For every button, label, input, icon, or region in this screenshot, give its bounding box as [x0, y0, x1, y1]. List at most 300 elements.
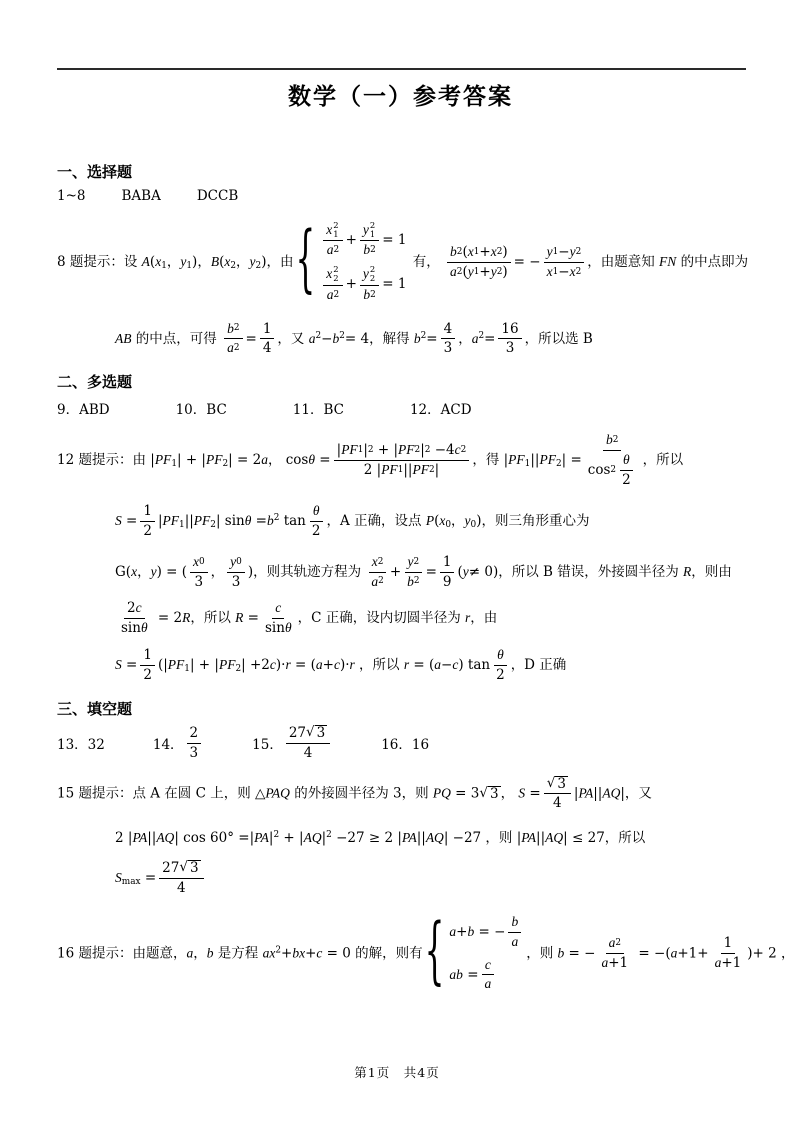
math-text: ，所以选 B	[524, 330, 593, 347]
math-variable: b	[407, 573, 414, 589]
numerator	[721, 935, 736, 954]
math-text: =	[140, 869, 157, 886]
math-text: ，A 正确，设点	[326, 512, 426, 529]
math-text: )，由	[261, 253, 294, 270]
superscript: 2	[460, 445, 467, 456]
math-text: | + |	[176, 452, 206, 469]
radicand	[188, 860, 201, 877]
denominator	[585, 451, 640, 489]
math-text: 3	[194, 573, 204, 590]
math-text: ) = (	[156, 563, 187, 580]
math-variable: c	[269, 657, 276, 673]
hint8-line2	[57, 321, 744, 358]
math-text: 3	[189, 860, 199, 877]
math-text: ， cos	[267, 452, 309, 469]
superscript: 2	[413, 556, 420, 567]
hint16-line1	[57, 909, 794, 997]
math-text: )·	[275, 657, 286, 674]
math-text: ||	[416, 830, 426, 847]
math-text: 是方程	[213, 945, 263, 962]
math-text: +	[281, 945, 293, 962]
math-variable: y	[407, 553, 414, 569]
math-text: +	[479, 263, 491, 280]
math-variable: PF	[154, 452, 172, 468]
math-text: 4	[177, 879, 186, 896]
denominator	[493, 666, 508, 684]
math-variable: a	[308, 330, 316, 346]
fraction	[508, 914, 521, 951]
math-text: =	[315, 452, 331, 469]
superscript: 2	[369, 220, 376, 230]
math-text: 16．16	[381, 737, 430, 754]
math-text: +	[456, 924, 468, 941]
math-text: = −	[474, 924, 506, 941]
numerator	[441, 321, 456, 340]
numerator	[508, 914, 521, 933]
math-variable: b	[227, 320, 234, 336]
denominator	[482, 975, 495, 993]
numerator	[227, 554, 245, 573]
math-text: )	[502, 263, 508, 280]
answer-range: 1~8	[57, 188, 86, 204]
math-text: |	[573, 785, 579, 802]
math-text: | +2	[241, 657, 270, 674]
denominator	[140, 666, 155, 684]
single-choice-answers-row	[57, 188, 744, 204]
math-text: 2	[622, 472, 631, 489]
math-text: ，由	[470, 610, 498, 627]
math-variable: θ	[244, 512, 252, 528]
math-variable: a	[434, 657, 442, 673]
header-rule	[57, 68, 746, 70]
math-text: (	[462, 243, 468, 260]
math-text: ，C 正确，设内切圆半径为	[297, 610, 465, 627]
math-variable: b	[413, 330, 421, 346]
denominator	[140, 522, 155, 540]
subscript: 2	[496, 266, 503, 277]
math-variable: a	[315, 657, 323, 673]
math-variable: r	[285, 657, 291, 673]
math-text: |	[268, 830, 274, 847]
math-text: 3	[316, 725, 326, 742]
answer-q14	[153, 725, 204, 762]
subscript: 1	[473, 246, 480, 257]
math-variable: y	[467, 263, 474, 279]
math-text: G(	[115, 563, 132, 580]
math-variable: b	[606, 432, 613, 448]
math-text: (	[457, 563, 463, 580]
square-root	[547, 776, 568, 793]
numerator	[620, 452, 633, 471]
math-text: ，所以	[354, 657, 404, 674]
math-text: 4	[443, 320, 453, 337]
fraction	[360, 265, 379, 303]
math-text: (	[219, 253, 225, 270]
superscript: 2	[326, 830, 332, 841]
superscript: 2	[315, 330, 322, 341]
math-text: 13．32	[57, 737, 105, 754]
math-variable: x	[371, 553, 378, 569]
denominator	[260, 339, 275, 357]
math-text: = 2	[153, 610, 183, 627]
math-text: 3	[231, 573, 241, 590]
math-text: 有，	[408, 253, 445, 270]
square-root	[479, 786, 500, 803]
subscript: 1	[333, 229, 339, 240]
fraction	[227, 554, 245, 591]
equation-line	[449, 914, 524, 951]
sup-sub-stack	[333, 221, 338, 239]
denominator	[360, 241, 378, 259]
math-variable: S	[115, 869, 122, 885]
math-text: ||	[403, 462, 413, 479]
fraction	[482, 957, 495, 994]
superscript: 2	[420, 330, 427, 341]
math-text: ，	[236, 253, 250, 270]
left-brace-icon: {	[424, 909, 445, 994]
answer-q12: 12．ACD	[409, 402, 472, 419]
math-variable: x	[299, 945, 306, 961]
math-text: +	[345, 232, 357, 249]
denominator	[324, 286, 342, 304]
subscript: max	[121, 877, 141, 888]
math-variable: y	[490, 263, 497, 279]
math-text: |	[157, 512, 163, 529]
fraction	[159, 860, 203, 897]
superscript: 2	[233, 323, 240, 334]
numerator	[323, 265, 342, 285]
square-root	[179, 860, 200, 877]
math-variable: PA	[401, 830, 417, 846]
math-text: (	[149, 253, 156, 270]
math-variable: b	[363, 286, 371, 302]
math-text: −	[441, 657, 453, 674]
numerator	[360, 265, 379, 285]
sup-sub-stack	[370, 221, 375, 239]
sup-sub-stack	[370, 265, 375, 283]
numerator	[323, 221, 342, 241]
subscript: 0	[445, 520, 452, 531]
equation-line	[320, 265, 406, 303]
fraction	[544, 776, 571, 812]
denominator	[224, 339, 242, 357]
math-variable: b	[206, 945, 214, 961]
math-text: tan	[279, 512, 306, 529]
numerator	[334, 442, 470, 461]
hint8-line1	[57, 217, 749, 307]
radical-icon: √	[306, 724, 315, 741]
subscript: 1	[179, 520, 185, 531]
answer-q16	[381, 733, 429, 753]
math-text: ，	[458, 330, 472, 347]
math-text: 1	[442, 553, 452, 570]
math-text: = 0 的解，则有	[322, 945, 423, 962]
denominator	[441, 339, 456, 357]
radical-icon: √	[179, 859, 188, 876]
math-text: =	[251, 512, 267, 529]
math-text: =	[245, 330, 257, 347]
math-text: 2	[189, 724, 199, 741]
math-variable: a	[262, 945, 270, 961]
fraction	[712, 935, 745, 972]
math-text: = 3	[450, 785, 480, 802]
math-text: +	[305, 945, 317, 962]
math-variable: b	[332, 330, 340, 346]
numerator	[544, 776, 571, 795]
math-text: +1+	[677, 945, 709, 962]
math-variable: FN	[659, 253, 677, 269]
numerator	[405, 554, 423, 573]
subscript: 2	[369, 273, 376, 284]
math-text: +	[322, 657, 334, 674]
math-text: 4	[553, 795, 562, 812]
math-variable: y	[150, 563, 157, 579]
math-variable: x	[224, 253, 231, 269]
math-variable: A	[141, 253, 150, 269]
math-variable: a	[186, 945, 194, 961]
answer-q15	[252, 725, 333, 762]
denominator	[404, 573, 422, 591]
math-variable: PAQ	[265, 785, 290, 801]
denominator	[619, 471, 634, 489]
denominator	[360, 286, 378, 304]
math-variable: a	[714, 955, 722, 971]
math-variable: c	[316, 945, 323, 961]
math-text: = 4，解得	[344, 330, 414, 347]
fraction	[262, 600, 295, 637]
math-text: =	[121, 512, 138, 529]
numerator	[140, 503, 155, 522]
math-variable: a	[326, 242, 334, 258]
numerator	[498, 321, 521, 340]
math-text: = −	[564, 945, 596, 962]
math-variable: θ	[497, 647, 504, 663]
numerator	[190, 554, 208, 573]
math-variable: b	[363, 242, 371, 258]
superscript: 2	[333, 289, 340, 300]
math-variable: θ	[312, 502, 320, 518]
fraction	[493, 647, 508, 684]
math-text: |	[420, 442, 425, 459]
math-variable: a	[449, 924, 457, 940]
subscript: 1	[184, 664, 190, 675]
math-text: 3	[443, 340, 453, 357]
math-text: =	[426, 330, 438, 347]
math-text: ) tan	[458, 657, 491, 674]
answer-q10: 10．BC	[175, 402, 227, 419]
math-text: 3	[489, 786, 499, 803]
math-variable: AQ	[602, 785, 621, 801]
subscript: 2	[222, 459, 229, 470]
math-text: | cos 60° =|	[174, 830, 255, 847]
left-brace-icon: {	[295, 217, 316, 303]
math-text: )+ 2 ，	[747, 945, 794, 962]
hint12-line2	[57, 503, 744, 540]
math-variable: y	[249, 253, 256, 269]
math-text: +	[345, 276, 357, 293]
math-text: =	[462, 966, 479, 983]
subscript: 0	[199, 556, 205, 567]
page-number-footer: 第1页 共4页	[354, 1065, 440, 1080]
denominator	[447, 263, 511, 281]
superscript: 2	[333, 264, 339, 275]
fraction	[224, 321, 242, 358]
numerator	[360, 221, 379, 241]
square-root	[306, 725, 327, 742]
superscript: 2	[610, 465, 617, 475]
math-text: 2 |	[115, 830, 133, 847]
numerator	[187, 725, 202, 744]
superscript: 2	[369, 264, 376, 275]
math-text: 1	[262, 320, 272, 337]
fraction	[140, 503, 155, 540]
subscript: 1	[369, 229, 376, 240]
math-text: 4	[303, 744, 313, 761]
equation-system	[425, 911, 525, 997]
math-text: −27 ≥ 2 |	[331, 830, 402, 847]
superscript: 2	[333, 220, 339, 230]
math-text: 15．	[252, 737, 283, 754]
math-text: )	[502, 243, 508, 260]
equation-system	[295, 218, 406, 307]
math-text: +1	[608, 955, 629, 972]
denominator	[301, 744, 316, 762]
denominator	[174, 879, 189, 897]
math-variable: PA	[578, 785, 594, 801]
math-variable: x	[546, 263, 553, 279]
subscript: 2	[575, 266, 582, 277]
equation-column	[320, 218, 406, 307]
math-text: (|	[157, 657, 168, 674]
math-variable: r	[465, 610, 471, 626]
math-text: 的外接圆半径为 3，则	[289, 785, 433, 802]
math-text: 2	[311, 522, 321, 539]
fraction	[447, 244, 511, 281]
math-variable: PF	[167, 657, 185, 673]
math-variable: x	[269, 945, 276, 961]
math-variable: θ	[140, 620, 148, 636]
math-variable: PQ	[432, 785, 451, 801]
math-variable: S	[518, 785, 526, 801]
denominator	[229, 573, 244, 591]
math-text: |	[363, 442, 368, 459]
numerator	[482, 957, 494, 976]
hint15-line2	[57, 826, 744, 846]
math-variable: x	[490, 243, 497, 259]
denominator	[368, 573, 386, 591]
multi-choice-answers-row	[57, 398, 744, 418]
denominator	[324, 241, 342, 259]
section-heading-single-choice: 一、选择题	[57, 163, 133, 181]
math-variable: a	[484, 976, 492, 992]
math-text: −	[321, 330, 333, 347]
math-text: 1	[143, 647, 152, 664]
math-variable: PF	[193, 512, 211, 528]
numerator	[286, 725, 330, 744]
subscript: 2	[235, 664, 242, 675]
hint15-line1	[57, 776, 744, 812]
math-text: 16 题提示：由题意，	[57, 945, 187, 962]
radicand	[488, 786, 501, 803]
superscript: 2	[339, 330, 345, 341]
math-text: (	[462, 263, 468, 280]
math-text: 8 题提示：设	[57, 253, 142, 270]
math-variable: a	[608, 935, 616, 951]
math-text: (	[434, 512, 440, 529]
math-variable: PF	[162, 512, 180, 528]
math-variable: PF	[412, 462, 429, 478]
fraction	[360, 221, 379, 259]
superscript: 2	[377, 556, 384, 567]
fraction	[440, 554, 455, 591]
math-variable: AQ	[545, 830, 564, 846]
math-text: =	[121, 657, 138, 674]
math-variable: b	[557, 945, 565, 961]
subscript: 1	[473, 266, 480, 277]
fraction	[619, 452, 634, 489]
superscript: 2	[275, 945, 281, 956]
math-text: 1	[723, 935, 733, 952]
fraction	[286, 725, 330, 762]
superscript: 2	[370, 245, 376, 256]
math-text: | ≤ 27，所以	[563, 830, 646, 847]
math-variable: AQ	[303, 830, 322, 846]
math-variable: x	[155, 253, 162, 269]
subscript: 2	[210, 520, 216, 531]
math-variable: ab	[449, 966, 463, 982]
hint15-line3	[57, 860, 744, 897]
math-variable: PA	[254, 830, 269, 846]
math-text: ≠ 0)，所以 B 错误，外接圆半径为	[468, 563, 684, 580]
numerator	[260, 321, 275, 340]
superscript: 2	[370, 289, 376, 300]
superscript: 2	[273, 830, 280, 841]
denominator	[309, 522, 324, 540]
answer-group-2: DCCB	[196, 188, 239, 204]
math-variable: b	[267, 512, 274, 528]
math-variable: y	[462, 563, 469, 579]
math-variable: PF	[205, 452, 223, 468]
denominator	[508, 933, 521, 951]
fraction	[498, 321, 521, 358]
hint12-line3	[57, 554, 744, 591]
math-text: )，	[192, 253, 211, 270]
math-text: ||	[147, 830, 157, 847]
fraction	[323, 265, 342, 303]
section-heading-fill-blank: 三、填空题	[57, 699, 133, 718]
math-variable: PF	[539, 452, 556, 468]
numerator	[447, 244, 511, 263]
math-variable: x	[569, 263, 576, 279]
math-text: =	[425, 563, 437, 580]
numerator	[124, 600, 145, 619]
math-variable: y	[180, 253, 187, 269]
denominator	[192, 573, 207, 591]
math-variable: y	[546, 243, 553, 259]
math-variable: y	[230, 553, 237, 569]
subscript: 1	[524, 459, 531, 470]
superscript: 2	[378, 576, 384, 587]
math-text: ，所以	[190, 610, 236, 627]
math-text: 14．	[152, 737, 184, 754]
superscript: 2	[233, 343, 240, 354]
subscript: 2	[496, 246, 503, 257]
math-variable: r	[403, 657, 410, 673]
numerator	[606, 935, 624, 954]
math-variable: y	[362, 221, 369, 237]
radical-icon: √	[546, 774, 556, 791]
equation-line	[320, 221, 406, 259]
